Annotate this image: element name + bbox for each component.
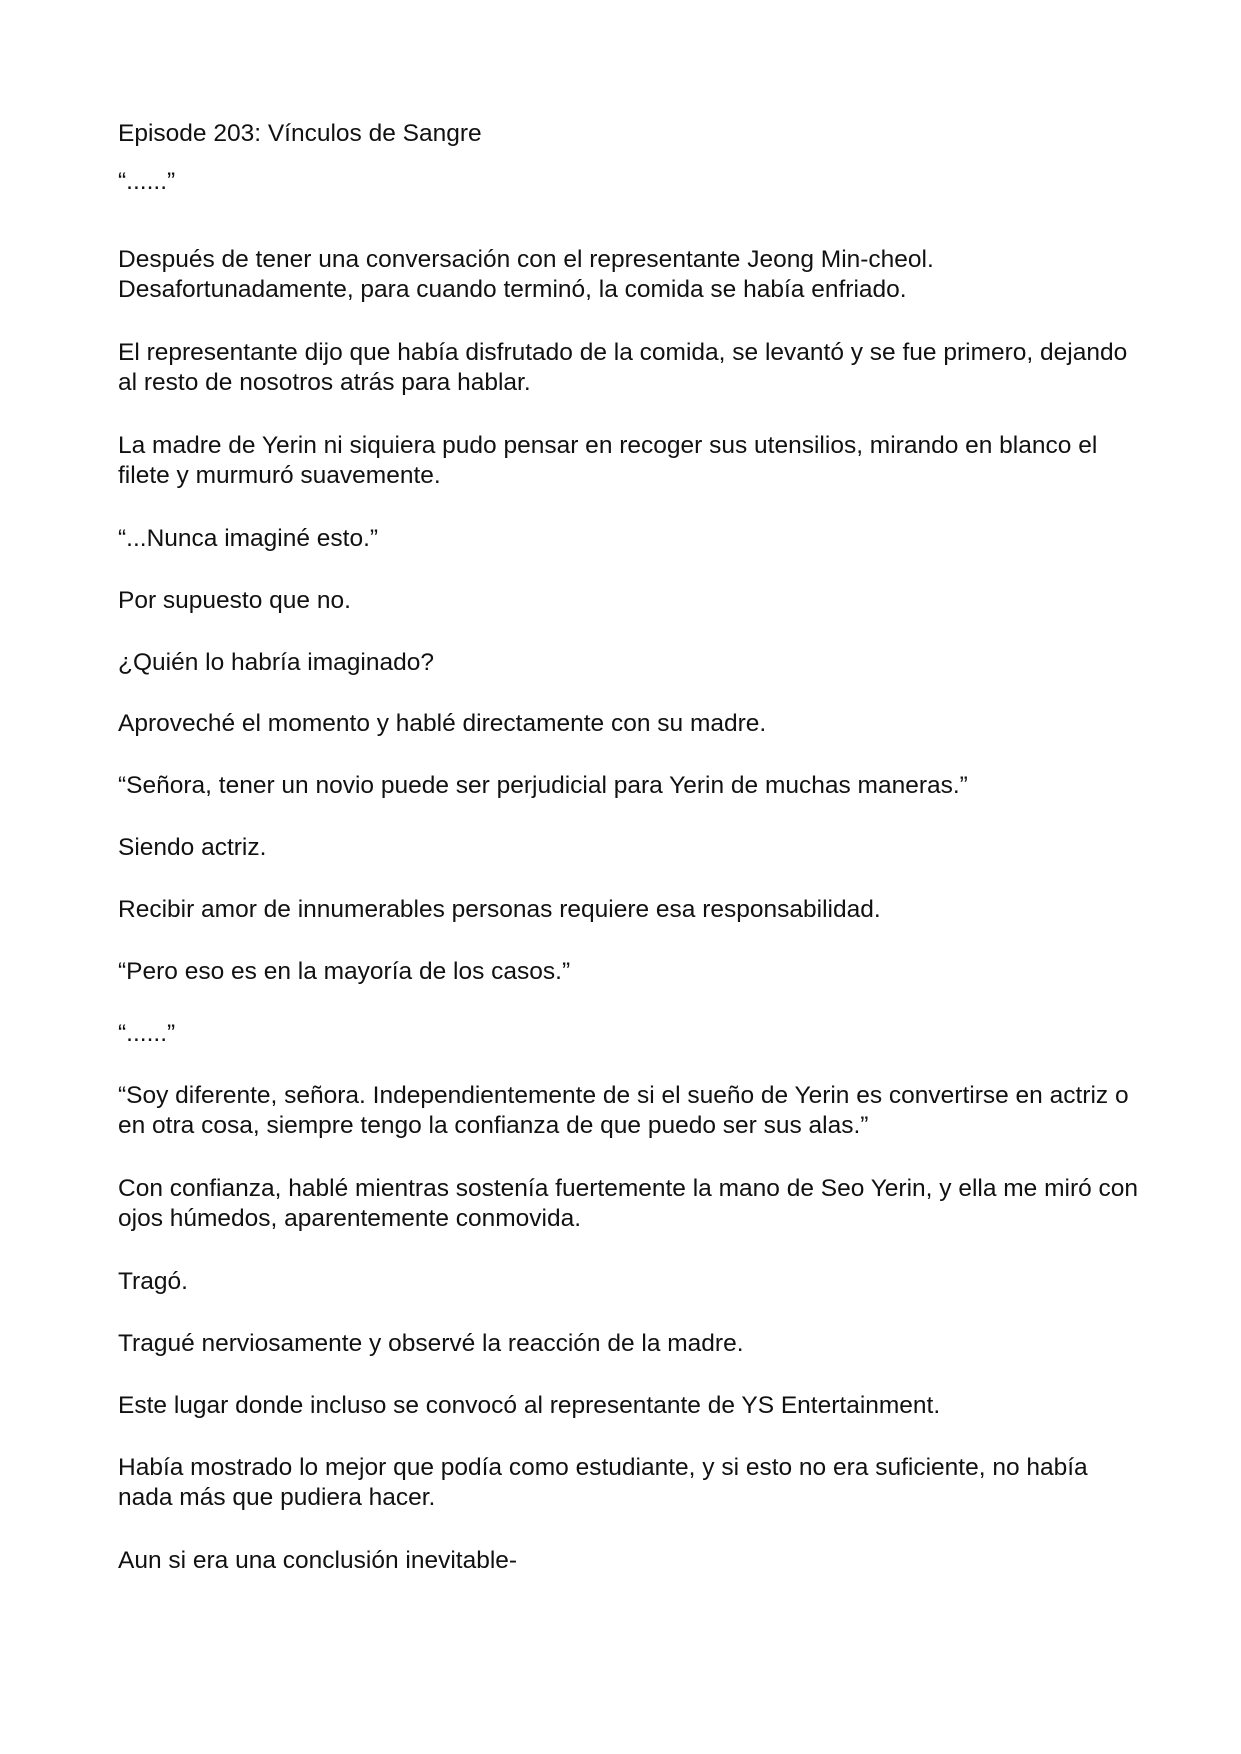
paragraph: Tragué nerviosamente y observé la reacción de la madre. xyxy=(118,1330,744,1357)
paragraph: “Soy diferente, señora. Independientemente de si el sueño de Yerin es convertirse en actriz o en otra cosa, siempre tengo la confianza de que puedo ser sus alas.” xyxy=(118,1082,1129,1139)
paragraph: Por supuesto que no. xyxy=(118,587,351,614)
paragraph: Siendo actriz. xyxy=(118,834,267,861)
paragraph: Con confianza, hablé mientras sostenía fuertemente la mano de Seo Yerin, y ella me miró con ojos húmedos, aparentemente conmovida. xyxy=(118,1175,1139,1232)
paragraph: “...Nunca imaginé esto.” xyxy=(118,525,379,552)
paragraph: El representante dijo que había disfrutado de la comida, se levantó y se fue primero, dejando al resto de nosotros atrás para hablar. xyxy=(118,339,1128,396)
episode-title: Episode 203: Vínculos de Sangre xyxy=(118,120,482,147)
paragraph: “Señora, tener un novio puede ser perjudicial para Yerin de muchas maneras.” xyxy=(118,772,968,799)
paragraph: “......” xyxy=(118,1020,176,1047)
paragraph: La madre de Yerin ni siquiera pudo pensar en recoger sus utensilios, mirando en blanco el filete y murmuró suavemente. xyxy=(118,432,1098,489)
paragraph: “Pero eso es en la mayoría de los casos.” xyxy=(118,958,571,985)
paragraph: Tragó. xyxy=(118,1268,188,1295)
paragraph: ¿Quién lo habría imaginado? xyxy=(118,649,434,676)
paragraph: Aun si era una conclusión inevitable- xyxy=(118,1547,518,1574)
paragraph: Había mostrado lo mejor que podía como estudiante, y si esto no era suficiente, no había nada más que pudiera hacer. xyxy=(118,1454,1088,1511)
paragraph: “......” xyxy=(118,168,176,195)
paragraph: Después de tener una conversación con el representante Jeong Min-cheol. Desafortunadamente, para cuando terminó, la comida se había enfriado. xyxy=(118,246,934,303)
paragraph: Este lugar donde incluso se convocó al representante de YS Entertainment. xyxy=(118,1392,941,1419)
paragraph: Recibir amor de innumerables personas requiere esa responsabilidad. xyxy=(118,896,881,923)
paragraph: Aproveché el momento y hablé directamente con su madre. xyxy=(118,710,767,737)
